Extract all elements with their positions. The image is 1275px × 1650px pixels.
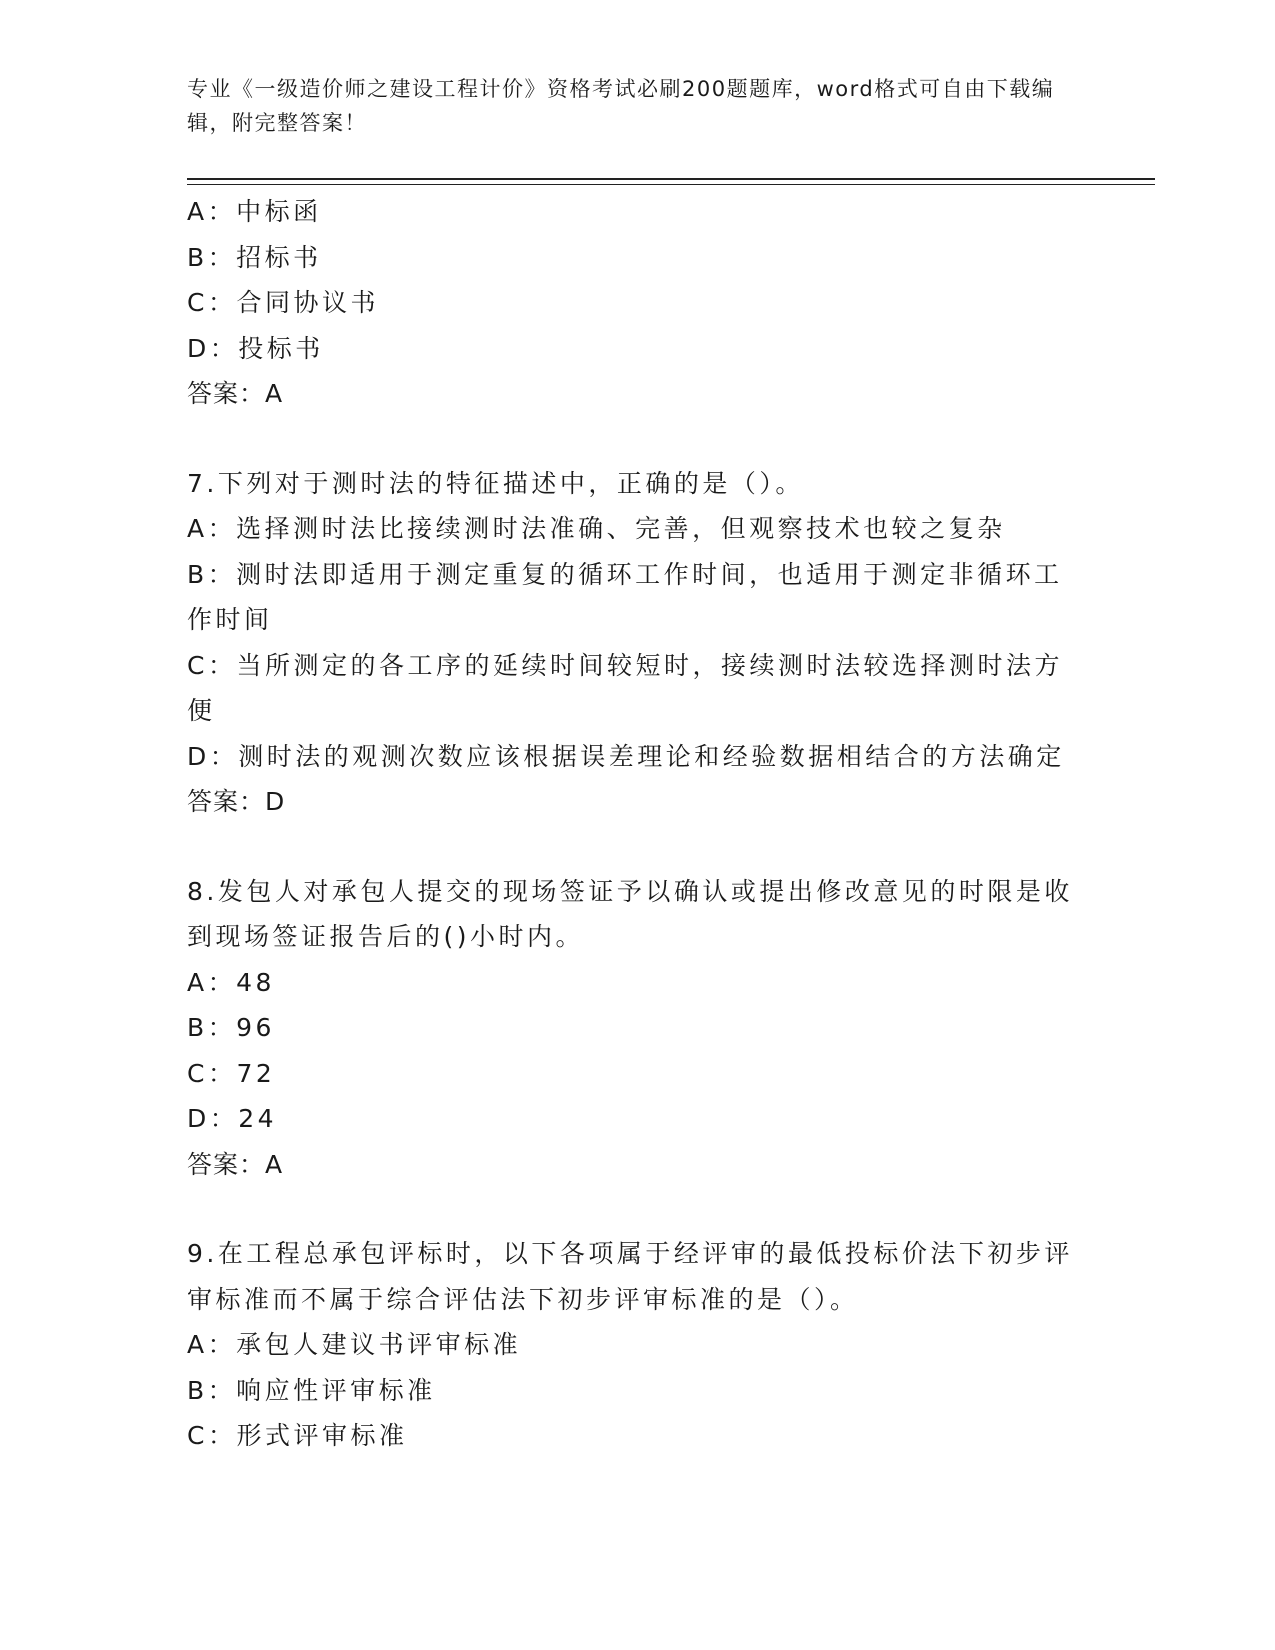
option-b: B：招标书	[187, 242, 322, 272]
answer-line: 答案：A	[187, 379, 284, 408]
q8-option-b: B：96	[187, 1013, 275, 1042]
option-a: A：中标函	[187, 197, 322, 226]
q8-answer: 答案：A	[187, 1149, 284, 1179]
q7-option-b: B：测时法即适用于测定重复的循环工作时间，也适用于测定非循环工作时间	[187, 559, 1063, 634]
option-d: D：投标书	[187, 333, 324, 363]
q8-option-d: D：24	[187, 1104, 278, 1133]
q9-option-a: A：承包人建议书评审标准	[187, 1330, 522, 1359]
header-rule-thick	[187, 178, 1155, 180]
q7-option-a: A：选择测时法比接续测时法准确、完善，但观察技术也较之复杂	[187, 514, 1006, 543]
question-9-stem: 9.在工程总承包评标时，以下各项属于经评审的最低投标价法下初步评审标准而不属于综合评估法下初步评审标准的是（）。	[187, 1239, 1073, 1314]
q7-option-d: D：测时法的观测次数应该根据误差理论和经验数据相结合的方法确定	[187, 741, 1065, 771]
option-c: C：合同协议书	[187, 288, 379, 317]
question-7-stem: 7.下列对于测时法的特征描述中，正确的是（）。	[187, 468, 804, 498]
question-content	[187, 189, 1087, 1459]
question-8-stem: 8.发包人对承包人提交的现场签证予以确认或提出修改意见的时限是收到现场签证报告后的()小时内。	[187, 876, 1073, 951]
header-rule-thin	[187, 184, 1155, 185]
q8-option-a: A：48	[187, 967, 275, 997]
q9-option-b: B：响应性评审标准	[187, 1375, 436, 1405]
q8-option-c: C：72	[187, 1058, 276, 1088]
q7-option-c: C：当所测定的各工序的延续时间较短时，接续测时法较选择测时法方便	[187, 650, 1063, 725]
q7-answer: 答案：D	[187, 787, 286, 816]
q9-option-c: C：形式评审标准	[187, 1421, 408, 1450]
document-header: 专业《一级造价师之建设工程计价》资格考试必刷200题题库，word格式可自由下载编辑，附完整答案！	[187, 77, 1055, 135]
